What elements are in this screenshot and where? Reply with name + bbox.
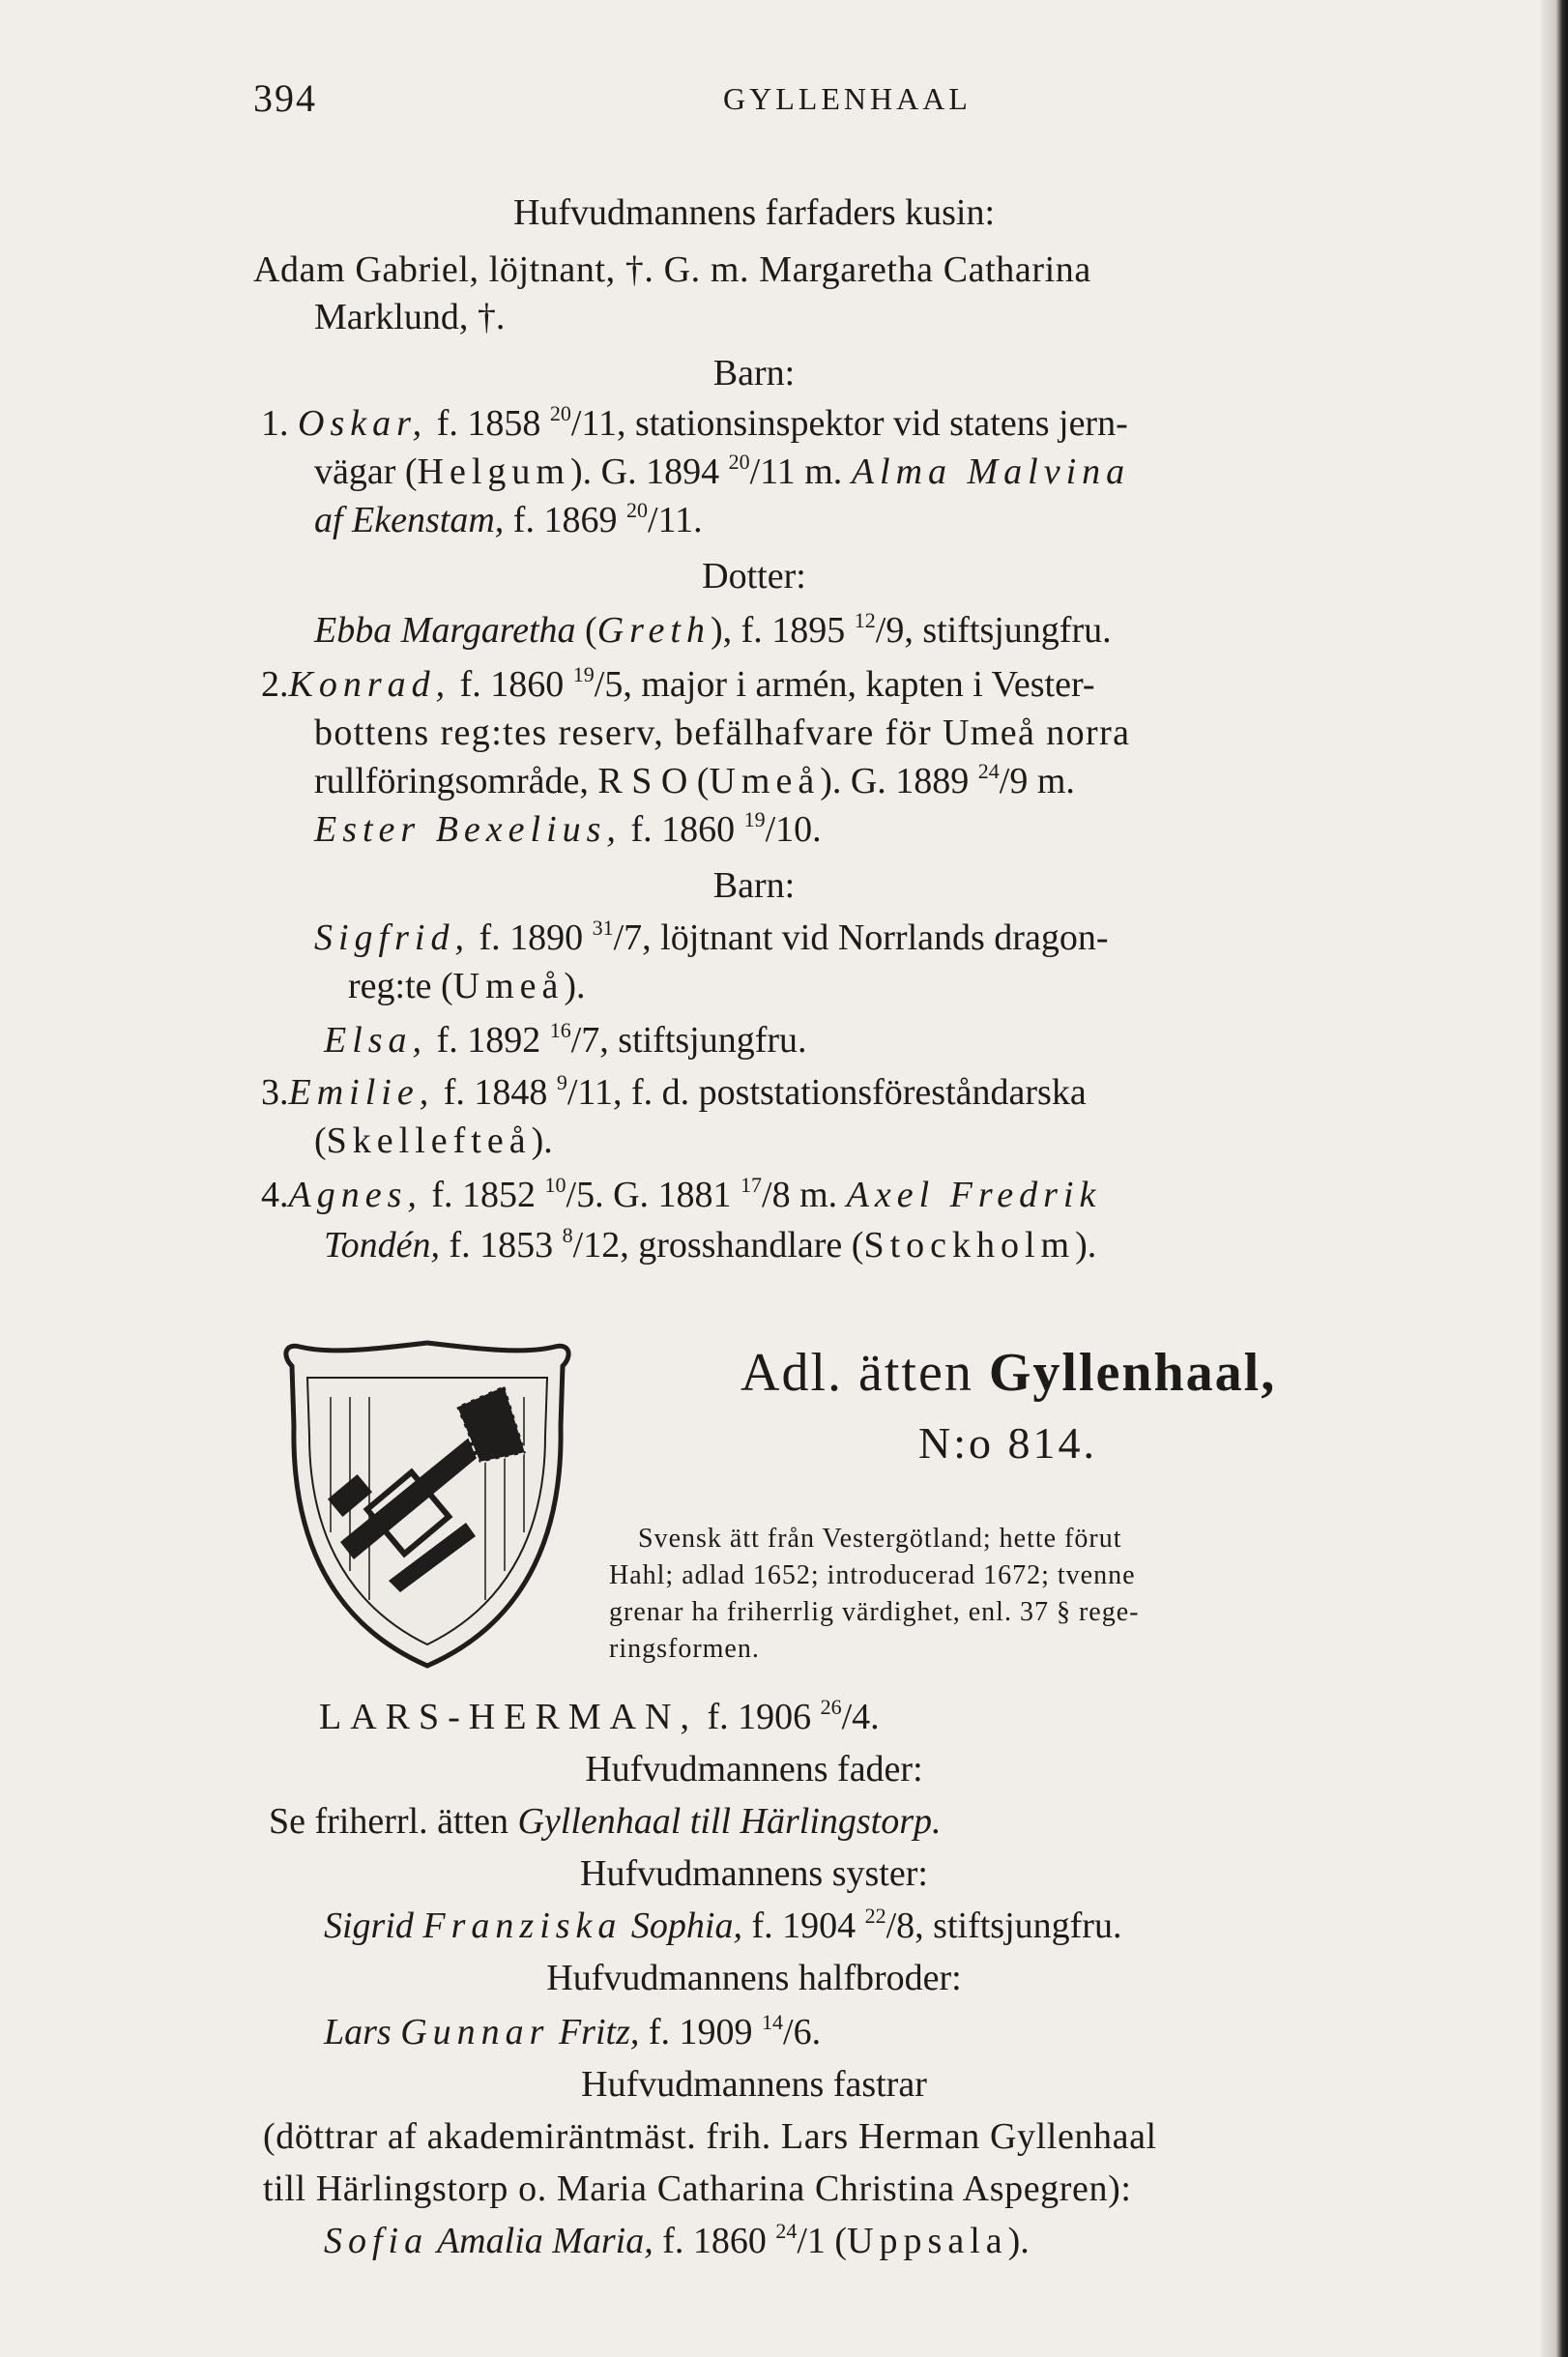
entry-text: /8, stiftsjungfru.: [886, 1906, 1122, 1946]
entry-sofia: [324, 2218, 1030, 2264]
entry-text: /5, major i armén, kapten i Vester-: [594, 664, 1095, 705]
family-desc-4: ringsformen.: [609, 1634, 760, 1664]
entry-sigrid: [324, 1903, 1121, 1949]
entry-text: f. 1890: [469, 917, 593, 958]
day: 31: [592, 916, 614, 940]
entry-text: f. 1852: [421, 1175, 545, 1215]
entry-number: 2.: [261, 664, 289, 705]
adam-line-2: Marklund, †.: [314, 297, 506, 337]
day: 10: [544, 1173, 566, 1197]
adam-line: Adam Gabriel, löjtnant, †. G. m. Margaretha Catharina: [253, 249, 1091, 290]
entry-lars-gunnar: [324, 2009, 821, 2055]
entry-text: f. 1906: [697, 1697, 821, 1737]
syster-heading: Hufvudmannens syster:: [580, 1853, 928, 1894]
entry-text: /10.: [765, 809, 822, 850]
entry-text: vägar (: [314, 451, 418, 492]
entry-sigfrid: [314, 915, 1108, 961]
entry-text: ). G. 1894: [569, 451, 729, 492]
place-name: Skellefteå: [326, 1120, 532, 1161]
entry-text: f. 1909: [639, 2012, 763, 2052]
day: 16: [549, 1018, 571, 1042]
entry-text: /4.: [841, 1697, 880, 1737]
entry-text: (: [314, 1120, 327, 1161]
entry-name: Sophia,: [622, 1906, 742, 1946]
entry-konrad-line2: bottens reg:tes reserv, befälhafvare för Umeå norra: [314, 713, 1131, 753]
barn-heading-2: Barn:: [712, 865, 796, 906]
barn-heading: Barn:: [712, 353, 796, 393]
entry-name-emphasis: Gunnar: [400, 2012, 550, 2052]
entry-text: ). G. 1889: [820, 761, 978, 801]
entry-emilie: [261, 1069, 1087, 1116]
cousin-heading: Hufvudmannens farfaders kusin:: [512, 192, 996, 233]
entry-text: (: [575, 610, 597, 651]
birth-year: f. 1858: [427, 403, 550, 444]
entry-text: f. 1892: [427, 1020, 550, 1061]
entry-konrad-line4: [314, 806, 822, 853]
page-number: 394: [253, 76, 317, 120]
entry-name: Sigfrid,: [314, 917, 470, 958]
entry-name: Sigrid: [324, 1906, 423, 1946]
spouse-name: Ester Bexelius,: [314, 809, 622, 850]
entry-emilie-line2: [314, 1118, 553, 1164]
entry-name: Oskar,: [298, 403, 428, 444]
reference-link-text: Gyllenhaal till Härlingstorp.: [517, 1801, 942, 1842]
entry-text: rullföringsområde, R S O (: [314, 761, 710, 801]
entry-number: 4.: [261, 1175, 289, 1215]
family-title: [740, 1342, 1276, 1404]
family-desc-1: Svensk ätt från Vestergötland; hette förut: [638, 1524, 1122, 1554]
halfbroder-heading: Hufvudmannens halfbroder:: [546, 1958, 962, 1998]
day: 20: [625, 498, 648, 522]
entry-elsa: [324, 1017, 807, 1063]
entry-text: ), f. 1895: [710, 610, 855, 651]
entry-name: Agnes,: [288, 1175, 422, 1215]
family-number: N:o 814.: [918, 1418, 1097, 1468]
birth-day: 20: [549, 401, 571, 425]
entry-text: f. 1860: [450, 664, 573, 705]
place-name: Uppsala: [847, 2221, 1008, 2261]
entry-lars-herman: [319, 1694, 880, 1740]
spouse-surname: af Ekenstam,: [314, 500, 505, 540]
entry-agnes: [261, 1172, 1101, 1218]
family-name: Gyllenhaal,: [988, 1343, 1277, 1403]
fastrar-desc-1: (döttrar af akademiräntmäst. frih. Lars Herman Gyllenhaal: [263, 2116, 1157, 2157]
nickname: Greth: [596, 610, 711, 651]
spouse-surname: Tondén,: [324, 1225, 441, 1266]
family-desc-3: grenar ha friherrlig värdighet, enl. 37 § rege-: [609, 1597, 1140, 1627]
day: 22: [864, 1904, 886, 1928]
spouse-name: Axel Fredrik: [846, 1175, 1102, 1215]
entry-text: reg:te (: [348, 966, 453, 1006]
entry-text: Se friherrl. ätten: [269, 1801, 518, 1842]
entry-text: /8 m.: [762, 1175, 847, 1215]
fastrar-heading: Hufvudmannens fastrar: [581, 2064, 927, 2105]
entry-text: ).: [564, 966, 586, 1006]
entry-text: /5. G. 1881: [566, 1175, 741, 1215]
entry-name: Lars: [324, 2012, 401, 2052]
entry-name: Elsa,: [324, 1020, 428, 1061]
entry-text: f. 1860: [621, 809, 744, 850]
entry-text: /11, stationsinspektor vid statens jern-: [570, 403, 1128, 444]
coat-of-arms-image: [273, 1339, 582, 1673]
place-name: Helgum: [417, 451, 570, 492]
entry-konrad-line3: [314, 758, 1075, 804]
page-edge-shadow: [1541, 0, 1568, 2357]
entry-text: f. 1869: [504, 500, 626, 540]
entry-text: /6.: [783, 2012, 822, 2052]
entry-text: f. 1848: [434, 1072, 557, 1113]
entry-text: /9, stiftsjungfru.: [875, 610, 1112, 651]
place-name: Umeå: [709, 761, 821, 801]
entry-ebba: [314, 607, 1112, 654]
entry-agnes-line2: [324, 1222, 1096, 1268]
day: 26: [820, 1695, 842, 1719]
entry-konrad: [261, 661, 1095, 708]
entry-sigfrid-line2: [348, 963, 586, 1009]
entry-text: /11.: [647, 500, 703, 540]
day: 19: [743, 807, 766, 831]
day: 20: [728, 450, 750, 474]
entry-text: /11 m.: [749, 451, 852, 492]
family-desc-2: Hahl; adlad 1652; introducerad 1672; tvenne: [609, 1560, 1136, 1590]
entry-text: /7, löjtnant vid Norrlands dragon-: [613, 917, 1109, 958]
place-name: Stockholm: [863, 1225, 1076, 1266]
day: 8: [562, 1223, 573, 1247]
entry-oskar-line3: [314, 497, 703, 543]
entry-text: f. 1904: [741, 1906, 865, 1946]
day: 9: [556, 1070, 567, 1094]
entry-text: f. 1853: [440, 1225, 563, 1266]
entry-text: /12, grosshandlare (: [572, 1225, 864, 1266]
entry-name: Amalia Maria,: [428, 2221, 653, 2261]
entry-name-emphasis: Sofia: [324, 2221, 429, 2261]
entry-oskar: [261, 400, 1128, 447]
place-name: Umeå: [452, 966, 565, 1006]
day: 19: [572, 662, 595, 686]
entry-oskar-line2: [314, 449, 1130, 495]
day: 24: [977, 759, 1000, 783]
se-reference: [269, 1798, 942, 1845]
entry-name: Emilie,: [288, 1072, 435, 1113]
entry-name: Fritz,: [549, 2012, 640, 2052]
entry-name: Konrad,: [288, 664, 451, 705]
fader-heading: Hufvudmannens fader:: [585, 1749, 923, 1790]
day: 12: [854, 608, 876, 632]
entry-name: Ebba Margaretha: [314, 610, 576, 651]
family-title-prefix: Adl. ätten: [740, 1343, 989, 1403]
entry-name: LARS-HERMAN,: [319, 1697, 698, 1737]
entry-text: ).: [1007, 2221, 1030, 2261]
running-title: GYLLENHAAL: [723, 81, 972, 116]
entry-text: /1 (: [797, 2221, 848, 2261]
entry-number: 3.: [261, 1072, 289, 1113]
entry-text: /9 m.: [999, 761, 1075, 801]
entry-text: ).: [1075, 1225, 1097, 1266]
entry-text: ).: [531, 1120, 553, 1161]
entry-text: f. 1860: [653, 2221, 776, 2261]
entry-name-emphasis: Franziska: [422, 1906, 623, 1946]
entry-text: /11, f. d. poststationsföreståndarska: [566, 1072, 1087, 1113]
day: 24: [775, 2219, 798, 2243]
entry-number: 1.: [261, 403, 289, 444]
dotter-heading: Dotter:: [702, 556, 806, 597]
day: 17: [740, 1173, 763, 1197]
fastrar-desc-2: till Härlingstorp o. Maria Catharina Christina Aspegren):: [263, 2168, 1132, 2209]
spouse-name: Alma Malvina: [851, 451, 1131, 492]
entry-text: /7, stiftsjungfru.: [570, 1020, 807, 1061]
day: 14: [762, 2010, 784, 2034]
